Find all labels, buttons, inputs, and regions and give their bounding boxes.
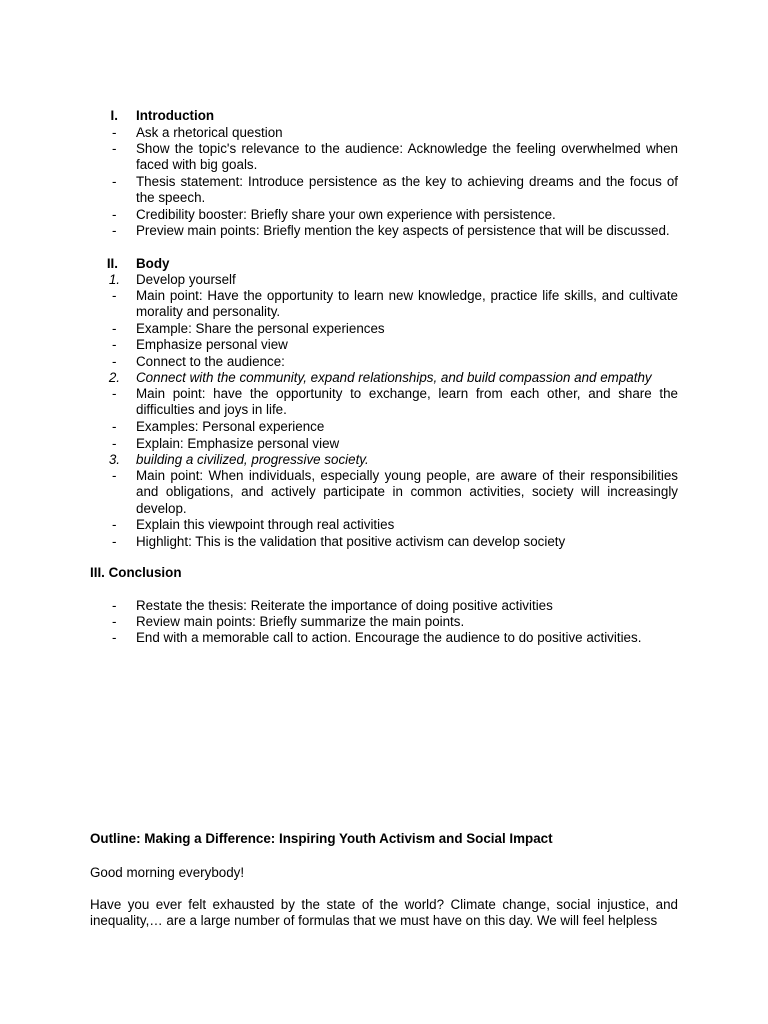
bullet-dash: - [112,630,117,645]
bullet-dash: - [112,534,117,549]
bullet-dash: - [112,141,117,156]
speech-title: Outline: Making a Difference: Inspiring Youth Activism and Social Impact [90,831,553,846]
list-item [90,386,678,419]
list-item-text: Restate the thesis: Reiterate the importance of doing positive activities [136,598,553,613]
speech-greeting: Good morning everybody! [90,865,245,880]
point-number: 2. [108,370,120,385]
list-item [90,534,678,550]
list-item [90,517,678,533]
list-item [90,288,678,321]
list-item-text: Credibility booster: Briefly share your own experience with persistence. [136,207,556,222]
bullet-dash: - [112,125,117,140]
bullet-dash: - [112,354,117,369]
list-item [90,436,678,452]
list-item-text: Main point: Have the opportunity to learn new knowledge, practice life skills, and cultivate morality and personality. [136,288,678,320]
bullet-dash: - [112,598,117,613]
section-introduction-heading [90,108,678,124]
bullet-dash: - [112,386,117,401]
speech-paragraph: Have you ever felt exhausted by the state of the world? Climate change, social injustice, and inequality,… are a large number of formulas that we must have on this day. We will feel helpless [90,897,678,929]
bullet-dash: - [112,321,117,336]
bullet-dash: - [112,468,117,483]
list-item-text: Example: Share the personal experiences [136,321,385,336]
point-title: Connect with the community, expand relationships, and build compassion and empathy [136,370,652,385]
list-item [90,141,678,174]
point-number: 1. [108,272,120,287]
list-item [90,419,678,435]
list-item [90,354,678,370]
list-item [90,630,678,646]
bullet-dash: - [112,614,117,629]
section-title: Body [136,256,170,271]
section-numeral: I. [110,108,118,123]
list-item-text: Explain this viewpoint through real activities [136,517,395,532]
list-item-text: Review main points: Briefly summarize the main points. [136,614,465,629]
list-item [90,337,678,353]
list-item-text: Examples: Personal experience [136,419,325,434]
list-item-text: Main point: have the opportunity to exchange, learn from each other, and share the difficulties and joys in life. [136,386,678,418]
list-item-text: Show the topic's relevance to the audience: Acknowledge the feeling overwhelmed when faced with big goals. [136,141,678,173]
section-conclusion-heading: III. Conclusion [90,565,182,580]
list-item-text: Preview main points: Briefly mention the key aspects of persistence that will be discussed. [136,223,670,238]
point-number: 3. [108,452,120,467]
bullet-dash: - [112,337,117,352]
bullet-dash: - [112,207,117,222]
bullet-dash: - [112,288,117,303]
list-item-text: Highlight: This is the validation that positive activism can develop society [136,534,566,549]
list-item [90,598,678,614]
list-item [90,174,678,207]
list-item-text: Ask a rhetorical question [136,125,283,140]
bullet-dash: - [112,436,117,451]
body-point-1 [90,272,678,288]
point-title: building a civilized, progressive society. [136,452,369,467]
bullet-dash: - [112,517,117,532]
list-item-text: Explain: Emphasize personal view [136,436,340,451]
bullet-dash: - [112,419,117,434]
body-point-3 [90,452,678,468]
list-item-text: Main point: When individuals, especially young people, are aware of their responsibilities and obligations, and actively participate in common activities, society will increasingly develop. [136,468,678,516]
list-item [90,223,678,239]
list-item [90,321,678,337]
list-item [90,614,678,630]
list-item-text: Thesis statement: Introduce persistence as the key to achieving dreams and the focus of the speech. [136,174,678,206]
section-numeral: II. [106,256,118,271]
section-title: Introduction [136,108,215,123]
body-point-2 [90,370,678,386]
bullet-dash: - [112,174,117,189]
list-item-text: Connect to the audience: [136,354,285,369]
list-item-text: Emphasize personal view [136,337,288,352]
list-item [90,125,678,141]
list-item-text: End with a memorable call to action. Encourage the audience to do positive activities. [136,630,642,645]
list-item [90,468,678,517]
point-title: Develop yourself [136,272,236,287]
section-body-heading [90,256,678,272]
list-item [90,207,678,223]
bullet-dash: - [112,223,117,238]
